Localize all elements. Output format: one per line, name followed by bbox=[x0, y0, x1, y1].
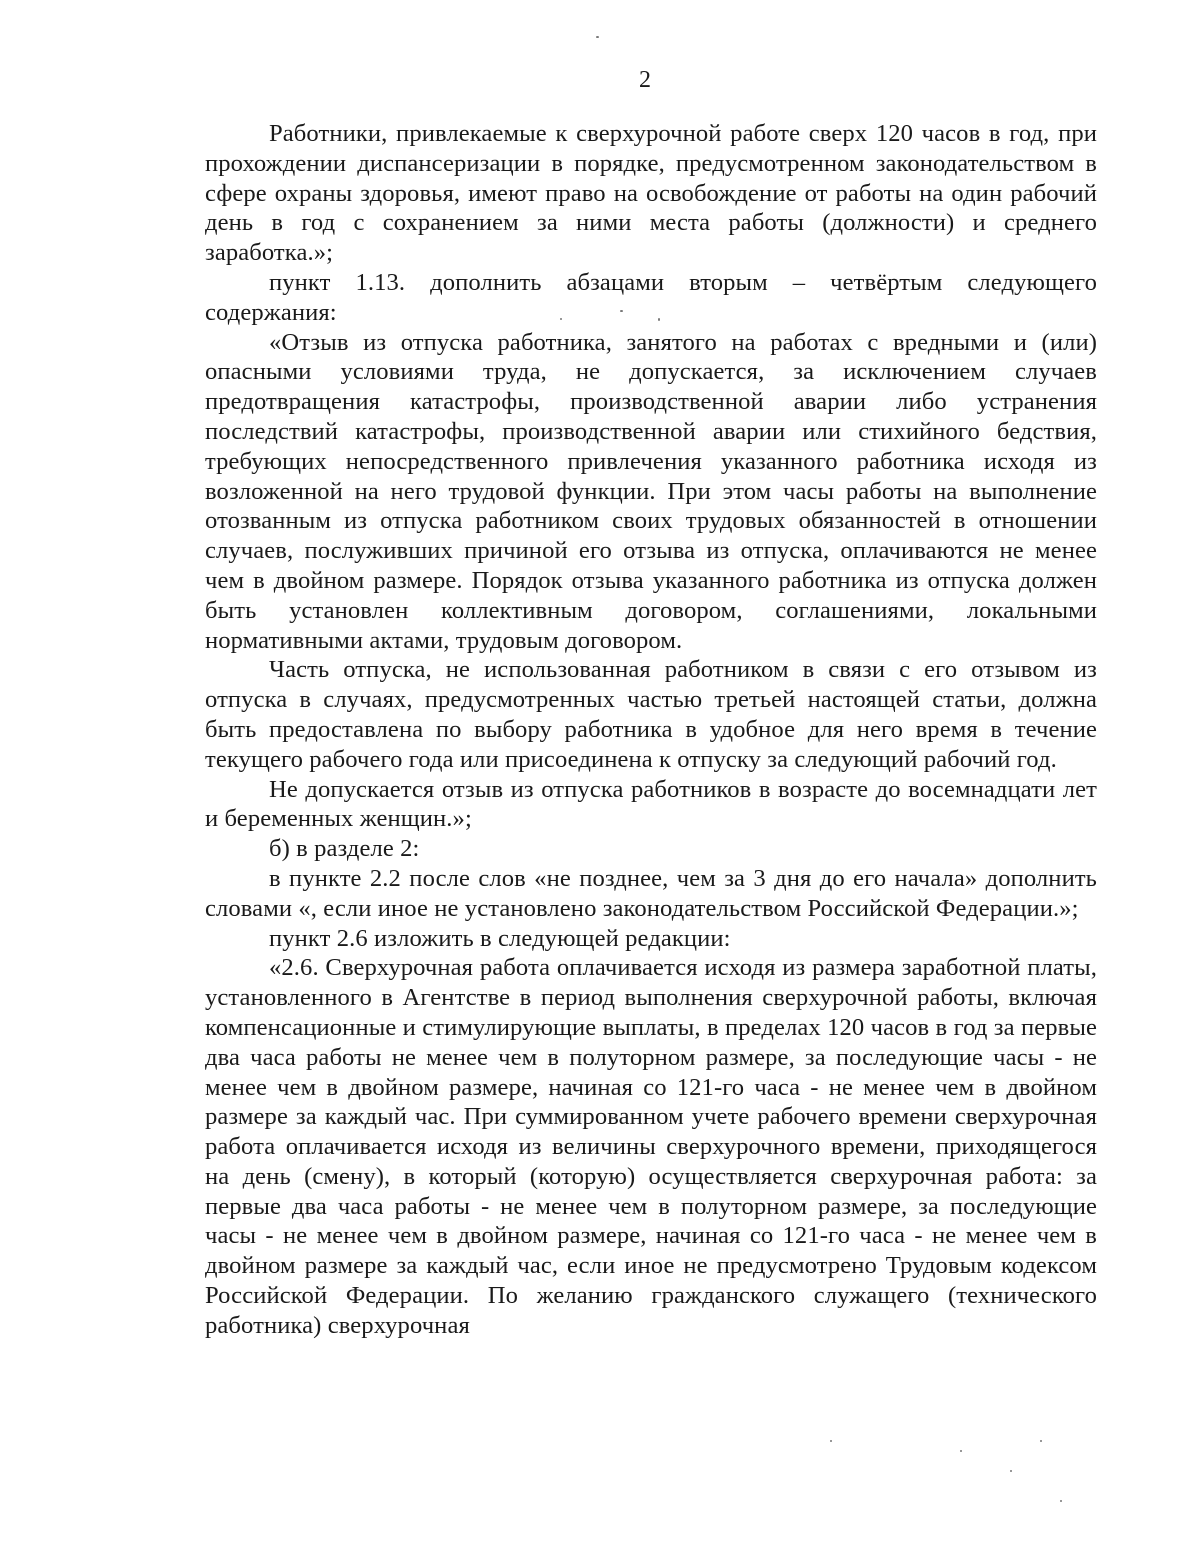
scan-speck bbox=[620, 310, 623, 312]
page-number: 2 bbox=[639, 67, 651, 93]
document-body bbox=[205, 119, 1097, 1341]
scan-speck bbox=[1040, 1440, 1042, 1442]
scan-speck bbox=[596, 36, 599, 38]
scan-speck bbox=[1010, 1470, 1012, 1472]
paragraph-item-2-6-intro: пункт 2.6 изложить в следующей редакции: bbox=[269, 924, 731, 952]
paragraph-recall-prohibited: Не допускается отзыв из отпуска работников в возрасте до восемнадцати лет и беременных женщин.»; bbox=[205, 775, 1097, 833]
paragraph-item-2-2: в пункте 2.2 после слов «не позднее, чем за 3 дня до его начала» дополнить словами «, если иное не установлено законодательством Российской Федерации.»; bbox=[205, 864, 1097, 922]
scan-speck bbox=[830, 1440, 832, 1442]
scan-speck bbox=[658, 318, 660, 321]
paragraph-item-1-13: пункт 1.13. дополнить абзацами вторым – четвёртым следующего содержания: bbox=[205, 268, 1097, 326]
scan-speck bbox=[960, 1450, 962, 1452]
paragraph-section-2: б) в разделе 2: bbox=[269, 835, 420, 863]
scan-speck bbox=[1060, 1500, 1062, 1502]
paragraph-item-2-6-text: «2.6. Сверхурочная работа оплачивается исходя из размера заработной платы, установленного в Агентстве в период выполнения сверхурочной работы, включая компенсационные и стимулирующие выплаты, в пределах 120 часов в год за первые два часа работы не менее чем в полуторном размере, за последующие часы - не менее чем в двойном размере, начиная со 121-го часа - не менее чем в двойном размере за каждый час. При суммированном учете рабочего времени сверхурочная работа оплачивается исходя из величины сверхурочного времени, приходящегося на день (смену), в который (которую) осуществляется сверхурочная работа: за первые два часа работы - не менее чем в полуторном размере, за последующие часы - не менее чем в двойном размере, начиная со 121-го часа - не менее чем в двойном размере за каждый час, если иное не предусмотрено Трудовым кодексом Российской Федерации. По желанию гражданского служащего (технического работника) сверхурочная bbox=[205, 954, 1097, 1339]
paragraph-overtime-dispensary: Работники, привлекаемые к сверхурочной работе сверх 120 часов в год, при прохождении диспансеризации в порядке, предусмотренном законодательством в сфере охраны здоровья, имеют право на освобождение от работы на один рабочий день в год с сохранением за ними места работы (должности) и среднего заработка.»; bbox=[205, 120, 1097, 267]
scan-speck bbox=[560, 318, 562, 320]
paragraph-recall-from-leave: «Отзыв из отпуска работника, занятого на работах с вредными и (или) опасными условиями труда, не допускается, за исключением случаев предотвращения катастрофы, производственной аварии либо устранения последствий катастрофы, производственной аварии или стихийного бедствия, требующих непосредственного привлечения указанного работника исходя из возложенной на него трудовой функции. При этом часы работы на выполнение отозванным из отпуска работником своих трудовых обязанностей в отношении случаев, послуживших причиной его отзыва из отпуска, оплачиваются не менее чем в двойном размере. Порядок отзыва указанного работника из отпуска должен быть установлен коллективным договором, соглашениями, локальными нормативными актами, трудовым договором. bbox=[205, 328, 1097, 654]
paragraph-unused-leave: Часть отпуска, не использованная работником в связи с его отзывом из отпуска в случаях, предусмотренных частью третьей настоящей статьи, должна быть предоставлена по выбору работника в удобное для него время в течение текущего рабочего года или присоединена к отпуску за следующий рабочий год. bbox=[205, 656, 1097, 773]
